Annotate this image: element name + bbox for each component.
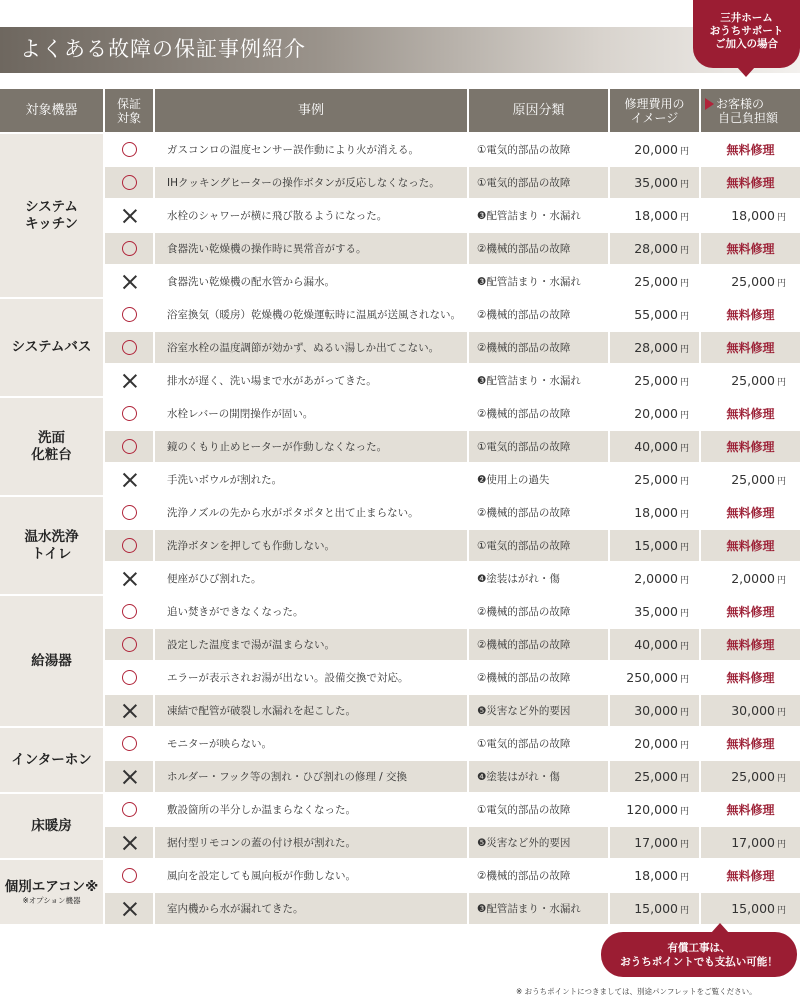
yen-unit: 円 <box>776 477 786 487</box>
pay-value: 無料修理 <box>726 242 775 256</box>
category-cell <box>0 858 105 924</box>
category-name: トイレ <box>31 545 72 562</box>
yen-unit: 円 <box>776 708 786 718</box>
free-repair-cell <box>701 165 800 198</box>
yen-unit: 円 <box>679 345 689 355</box>
pay-value: 25,000 <box>731 373 775 388</box>
cost-value: 15,000 <box>634 901 678 916</box>
covered-cell <box>105 132 155 165</box>
cause-cell: ❸配管詰まり・水漏れ <box>469 363 610 396</box>
example-cell: 水栓のシャワーが横に飛び散るようになった。 <box>155 198 469 231</box>
cause-cell: ①電気的部品の故障 <box>469 726 610 759</box>
table-row <box>0 660 800 693</box>
cause-cell: ②機械的部品の故障 <box>469 660 610 693</box>
cross-mark-icon <box>122 769 137 784</box>
yen-unit: 円 <box>679 279 689 289</box>
circle-mark-icon <box>122 637 137 652</box>
table-row <box>0 429 800 462</box>
cost-value: 40,000 <box>634 637 678 652</box>
category-cell <box>0 132 105 297</box>
table-row <box>0 330 800 363</box>
table-row <box>0 891 800 924</box>
yen-unit: 円 <box>776 576 786 586</box>
example-cell: 風向を設定しても風向板が作動しない。 <box>155 858 469 891</box>
example-cell: エラーが表示されお湯が出ない。設備交換で対応。 <box>155 660 469 693</box>
category-name: 給湯器 <box>31 652 72 669</box>
covered-cell <box>105 330 155 363</box>
cross-mark-icon <box>122 373 137 388</box>
free-repair-cell <box>701 726 800 759</box>
cause-cell: ②機械的部品の故障 <box>469 495 610 528</box>
category-name: 温水洗浄 <box>24 528 79 545</box>
covered-cell <box>105 825 155 858</box>
header-covered-line: 保証 <box>116 96 141 111</box>
yen-unit: 円 <box>679 510 689 520</box>
cause-cell: ❸配管詰まり・水漏れ <box>469 891 610 924</box>
covered-cell <box>105 429 155 462</box>
header-pay <box>701 89 800 132</box>
table-row <box>0 759 800 792</box>
yen-unit: 円 <box>679 807 689 817</box>
free-repair-cell <box>701 330 800 363</box>
cause-cell: ①電気的部品の故障 <box>469 792 610 825</box>
pay-value: 無料修理 <box>726 671 775 685</box>
yen-unit: 円 <box>679 444 689 454</box>
pay-cell <box>701 363 800 396</box>
yen-unit: 円 <box>776 279 786 289</box>
cause-cell: ②機械的部品の故障 <box>469 297 610 330</box>
yen-unit: 円 <box>679 180 689 190</box>
yen-unit: 円 <box>679 741 689 751</box>
cost-value: 18,000 <box>634 505 678 520</box>
yen-unit: 円 <box>679 642 689 652</box>
badge-line: ご加入の場合 <box>715 38 778 50</box>
covered-cell <box>105 231 155 264</box>
example-cell: IHクッキングヒーターの操作ボタンが反応しなくなった。 <box>155 165 469 198</box>
cost-value: 55,000 <box>634 307 678 322</box>
category-name: 洗面 <box>38 429 65 446</box>
circle-mark-icon <box>122 802 137 817</box>
cause-cell: ②機械的部品の故障 <box>469 231 610 264</box>
yen-unit: 円 <box>776 906 786 916</box>
table-row <box>0 297 800 330</box>
cross-mark-icon <box>122 703 137 718</box>
pay-value: 18,000 <box>731 208 775 223</box>
cause-cell: ①電気的部品の故障 <box>469 429 610 462</box>
covered-cell <box>105 363 155 396</box>
covered-cell <box>105 495 155 528</box>
yen-unit: 円 <box>679 246 689 256</box>
cause-cell: ❸配管詰まり・水漏れ <box>469 198 610 231</box>
points-badge <box>601 932 797 977</box>
free-repair-cell <box>701 858 800 891</box>
example-cell: 敷設箇所の半分しか温まらなくなった。 <box>155 792 469 825</box>
cost-cell <box>610 660 701 693</box>
cause-cell: ①電気的部品の故障 <box>469 132 610 165</box>
yen-unit: 円 <box>679 378 689 388</box>
yen-unit: 円 <box>679 477 689 487</box>
example-cell: 据付型リモコンの蓋の付け根が割れた。 <box>155 825 469 858</box>
cost-value: 40,000 <box>634 439 678 454</box>
category-cell <box>0 297 105 396</box>
cause-cell: ❸配管詰まり・水漏れ <box>469 264 610 297</box>
pay-value: 無料修理 <box>726 506 775 520</box>
yen-unit: 円 <box>679 213 689 223</box>
category-name: キッチン <box>24 215 79 232</box>
cost-cell <box>610 231 701 264</box>
header-covered <box>105 89 155 132</box>
title-bar <box>0 27 800 73</box>
pay-cell <box>701 198 800 231</box>
free-repair-cell <box>701 528 800 561</box>
cause-cell: ❹塗装はがれ・傷 <box>469 759 610 792</box>
pay-value: 2,0000 <box>731 571 775 586</box>
cost-cell <box>610 396 701 429</box>
covered-cell <box>105 759 155 792</box>
cause-cell: ②機械的部品の故障 <box>469 330 610 363</box>
pay-value: 15,000 <box>731 901 775 916</box>
support-badge <box>693 0 800 68</box>
covered-cell <box>105 264 155 297</box>
example-cell: 浴室換気（暖房）乾燥機の乾燥運転時に温風が送風されない。 <box>155 297 469 330</box>
cross-mark-icon <box>122 571 137 586</box>
pay-value: 無料修理 <box>726 176 775 190</box>
cost-value: 30,000 <box>634 703 678 718</box>
cost-value: 35,000 <box>634 175 678 190</box>
table-row <box>0 594 800 627</box>
yen-unit: 円 <box>679 873 689 883</box>
table-row <box>0 825 800 858</box>
free-repair-cell <box>701 429 800 462</box>
example-cell: 設定した温度まで湯が温まらない。 <box>155 627 469 660</box>
yen-unit: 円 <box>679 906 689 916</box>
cost-cell <box>610 132 701 165</box>
cost-cell <box>610 528 701 561</box>
covered-cell <box>105 396 155 429</box>
footnote: ※ おうちポイントにつきましては、別途パンフレットをご覧ください。 <box>516 987 757 996</box>
cross-mark-icon <box>122 274 137 289</box>
table-row <box>0 132 800 165</box>
table-row <box>0 396 800 429</box>
yen-unit: 円 <box>679 543 689 553</box>
category-name: システムバス <box>11 339 92 355</box>
cost-cell <box>610 759 701 792</box>
cause-cell: ❹塗装はがれ・傷 <box>469 561 610 594</box>
covered-cell <box>105 198 155 231</box>
table-row <box>0 627 800 660</box>
cost-value: 18,000 <box>634 208 678 223</box>
header-pay-line: お客様の <box>716 96 765 111</box>
free-repair-cell <box>701 396 800 429</box>
header-covered-line: 対象 <box>116 110 141 125</box>
cause-cell: ②機械的部品の故障 <box>469 627 610 660</box>
category-cell <box>0 396 105 495</box>
table-row <box>0 198 800 231</box>
yen-unit: 円 <box>679 576 689 586</box>
covered-cell <box>105 462 155 495</box>
covered-cell <box>105 528 155 561</box>
circle-mark-icon <box>122 604 137 619</box>
cost-cell <box>610 792 701 825</box>
covered-cell <box>105 891 155 924</box>
cost-value: 2,0000 <box>634 571 678 586</box>
table-row <box>0 231 800 264</box>
pay-cell <box>701 693 800 726</box>
covered-cell <box>105 297 155 330</box>
yen-unit: 円 <box>679 840 689 850</box>
example-cell: 食器洗い乾燥機の操作時に異常音がする。 <box>155 231 469 264</box>
yen-unit: 円 <box>679 312 689 322</box>
cost-cell <box>610 594 701 627</box>
cost-cell <box>610 825 701 858</box>
page-title: よくある故障の保証事例紹介 <box>20 37 306 61</box>
example-cell: モニターが映らない。 <box>155 726 469 759</box>
cost-value: 25,000 <box>634 274 678 289</box>
yen-unit: 円 <box>776 213 786 223</box>
free-repair-cell <box>701 231 800 264</box>
yen-unit: 円 <box>776 774 786 784</box>
cost-cell <box>610 363 701 396</box>
table-row <box>0 858 800 891</box>
cause-cell: ❺災害など外的要因 <box>469 693 610 726</box>
cost-value: 20,000 <box>634 736 678 751</box>
header-cause: 原因分類 <box>469 89 610 132</box>
covered-cell <box>105 165 155 198</box>
cost-value: 25,000 <box>634 472 678 487</box>
circle-mark-icon <box>122 175 137 190</box>
cost-value: 20,000 <box>634 142 678 157</box>
circle-mark-icon <box>122 340 137 355</box>
table-row <box>0 792 800 825</box>
cost-value: 120,000 <box>626 802 678 817</box>
table-body <box>0 132 800 924</box>
example-cell: ガスコンロの温度センサー誤作動により火が消える。 <box>155 132 469 165</box>
example-cell: 浴室水栓の温度調節が効かず、ぬるい湯しか出てこない。 <box>155 330 469 363</box>
table-row <box>0 726 800 759</box>
circle-mark-icon <box>122 736 137 751</box>
example-cell: ホルダー・フック等の割れ・ひび割れの修理 / 交換 <box>155 759 469 792</box>
yen-unit: 円 <box>679 609 689 619</box>
category-name: 床暖房 <box>31 817 72 834</box>
header-example: 事例 <box>155 89 469 132</box>
cost-cell <box>610 297 701 330</box>
pay-value: 無料修理 <box>726 737 775 751</box>
pay-value: 25,000 <box>731 274 775 289</box>
pay-cell <box>701 891 800 924</box>
pay-cell <box>701 462 800 495</box>
covered-cell <box>105 858 155 891</box>
cost-value: 15,000 <box>634 538 678 553</box>
table-row <box>0 264 800 297</box>
covered-cell <box>105 627 155 660</box>
cost-value: 250,000 <box>626 670 678 685</box>
cause-cell: ②機械的部品の故障 <box>469 396 610 429</box>
pay-value: 25,000 <box>731 769 775 784</box>
yen-unit: 円 <box>679 675 689 685</box>
free-repair-cell <box>701 297 800 330</box>
pay-value: 無料修理 <box>726 143 775 157</box>
cause-cell: ②機械的部品の故障 <box>469 594 610 627</box>
circle-mark-icon <box>122 670 137 685</box>
yen-unit: 円 <box>679 708 689 718</box>
pay-cell <box>701 264 800 297</box>
category-cell <box>0 726 105 792</box>
pay-value: 無料修理 <box>726 605 775 619</box>
category-note: ※オプション機器 <box>22 895 81 905</box>
pay-cell <box>701 825 800 858</box>
pay-value: 25,000 <box>731 472 775 487</box>
cost-cell <box>610 165 701 198</box>
covered-cell <box>105 693 155 726</box>
cost-cell <box>610 198 701 231</box>
circle-mark-icon <box>122 307 137 322</box>
table-header-row <box>0 89 800 132</box>
example-cell: 追い焚きができなくなった。 <box>155 594 469 627</box>
circle-mark-icon <box>122 505 137 520</box>
cost-cell <box>610 264 701 297</box>
pay-value: 無料修理 <box>726 638 775 652</box>
free-repair-cell <box>701 132 800 165</box>
covered-cell <box>105 561 155 594</box>
category-cell <box>0 792 105 858</box>
table-row <box>0 363 800 396</box>
cross-mark-icon <box>122 835 137 850</box>
cause-cell: ①電気的部品の故障 <box>469 528 610 561</box>
circle-mark-icon <box>122 439 137 454</box>
circle-mark-icon <box>122 868 137 883</box>
pay-value: 無料修理 <box>726 341 775 355</box>
table-row <box>0 693 800 726</box>
example-cell: 排水が遅く、洗い場まで水があがってきた。 <box>155 363 469 396</box>
yen-unit: 円 <box>679 147 689 157</box>
pay-value: 無料修理 <box>726 869 775 883</box>
category-cell <box>0 594 105 726</box>
cause-cell: ①電気的部品の故障 <box>469 165 610 198</box>
pay-value: 無料修理 <box>726 803 775 817</box>
table-row <box>0 495 800 528</box>
pay-value: 17,000 <box>731 835 775 850</box>
circle-mark-icon <box>122 538 137 553</box>
example-cell: 食器洗い乾燥機の配水管から漏水。 <box>155 264 469 297</box>
cross-mark-icon <box>122 901 137 916</box>
yen-unit: 円 <box>776 378 786 388</box>
table-row <box>0 528 800 561</box>
category-name: 化粧台 <box>31 446 72 463</box>
circle-mark-icon <box>122 241 137 256</box>
cost-cell <box>610 495 701 528</box>
header-cost-line: イメージ <box>630 110 679 125</box>
cause-cell: ❺災害など外的要因 <box>469 825 610 858</box>
example-cell: 水栓レバーの開閉操作が固い。 <box>155 396 469 429</box>
cost-cell <box>610 561 701 594</box>
cost-value: 20,000 <box>634 406 678 421</box>
covered-cell <box>105 594 155 627</box>
warranty-table <box>0 89 800 924</box>
cause-cell: ❷使用上の過失 <box>469 462 610 495</box>
badge-line: 有償工事は、 <box>667 942 731 954</box>
yen-unit: 円 <box>679 411 689 421</box>
example-cell: 鏡のくもり止めヒーターが作動しなくなった。 <box>155 429 469 462</box>
cost-value: 25,000 <box>634 769 678 784</box>
cost-cell <box>610 891 701 924</box>
cost-cell <box>610 693 701 726</box>
cost-cell <box>610 429 701 462</box>
free-repair-cell <box>701 495 800 528</box>
badge-line: 三井ホーム <box>720 12 773 24</box>
cost-value: 35,000 <box>634 604 678 619</box>
example-cell: 洗浄ノズルの先から水がポタポタと出て止まらない。 <box>155 495 469 528</box>
category-cell <box>0 495 105 594</box>
header-cost-line: 修理費用の <box>624 96 685 111</box>
example-cell: 洗浄ボタンを押しても作動しない。 <box>155 528 469 561</box>
cross-mark-icon <box>122 208 137 223</box>
cost-cell <box>610 330 701 363</box>
example-cell: 室内機から水が漏れてきた。 <box>155 891 469 924</box>
free-repair-cell <box>701 627 800 660</box>
table-row <box>0 165 800 198</box>
header-pay-line: 自己負担額 <box>718 110 779 125</box>
example-cell: 手洗いボウルが割れた。 <box>155 462 469 495</box>
cost-value: 18,000 <box>634 868 678 883</box>
warranty-table-wrap <box>0 89 800 924</box>
example-cell: 凍結で配管が破裂し水漏れを起こした。 <box>155 693 469 726</box>
cost-cell <box>610 462 701 495</box>
pay-cell <box>701 561 800 594</box>
category-name: システム <box>25 198 78 215</box>
cost-cell <box>610 726 701 759</box>
cost-cell <box>610 858 701 891</box>
covered-cell <box>105 726 155 759</box>
badge-line: おうちサポート <box>709 25 784 37</box>
covered-cell <box>105 660 155 693</box>
free-repair-cell <box>701 792 800 825</box>
header-cost <box>610 89 701 132</box>
arrow-right-icon <box>705 98 714 110</box>
free-repair-cell <box>701 594 800 627</box>
cost-value: 25,000 <box>634 373 678 388</box>
free-repair-cell <box>701 660 800 693</box>
badge-line: おうちポイントでも支払い可能！ <box>620 956 778 968</box>
pay-value: 無料修理 <box>726 440 775 454</box>
pay-value: 無料修理 <box>726 308 775 322</box>
circle-mark-icon <box>122 406 137 421</box>
covered-cell <box>105 792 155 825</box>
example-cell: 便座がひび割れた。 <box>155 561 469 594</box>
circle-mark-icon <box>122 142 137 157</box>
pay-value: 30,000 <box>731 703 775 718</box>
table-row <box>0 462 800 495</box>
yen-unit: 円 <box>776 840 786 850</box>
header-device: 対象機器 <box>0 89 105 132</box>
cause-cell: ②機械的部品の故障 <box>469 858 610 891</box>
pay-value: 無料修理 <box>726 539 775 553</box>
cost-cell <box>610 627 701 660</box>
table-row <box>0 561 800 594</box>
yen-unit: 円 <box>679 774 689 784</box>
pay-cell <box>701 759 800 792</box>
cross-mark-icon <box>122 472 137 487</box>
cost-value: 17,000 <box>634 835 678 850</box>
category-name: 個別エアコン※ <box>4 878 99 895</box>
pay-value: 無料修理 <box>726 407 775 421</box>
category-name: インターホン <box>11 751 92 768</box>
cost-value: 28,000 <box>634 241 678 256</box>
cost-value: 28,000 <box>634 340 678 355</box>
